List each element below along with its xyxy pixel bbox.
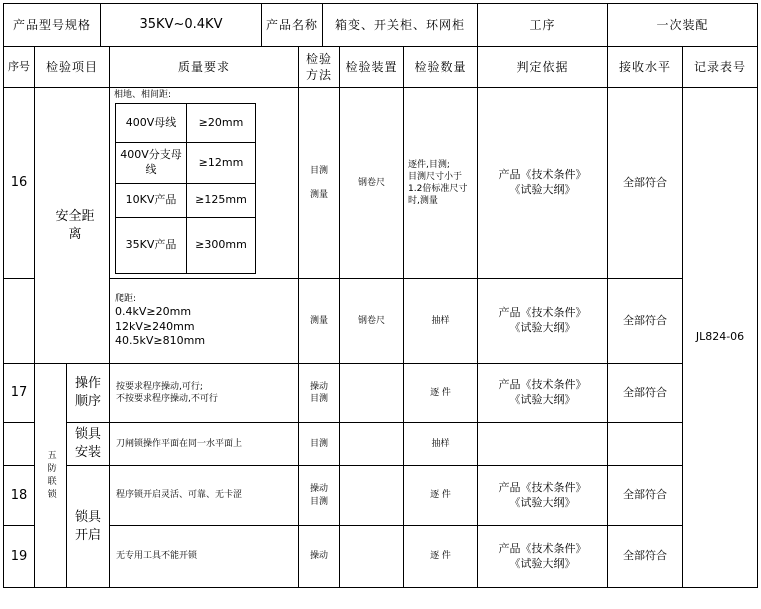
row17-quality: 按要求程序操动,可行; 不按要求程序操动,不可行	[116, 381, 218, 404]
creepage-line: 40.5kV≥810mm	[115, 334, 206, 348]
col-device: 检验装置	[345, 59, 398, 74]
process-value: 一次装配	[656, 17, 709, 32]
phase-distance-title: 相地、相间距:	[114, 89, 172, 100]
distance-label: 400V分支母线	[120, 148, 182, 176]
creepage-line: 12kV≥240mm	[115, 319, 195, 333]
row16-basis: 产品《技术条件》 《试验大纲》	[498, 168, 587, 196]
interlock-group: 五防联锁	[45, 449, 56, 502]
row16-method: 目测 测量	[309, 165, 328, 201]
creepage-basis: 产品《技术条件》 《试验大纲》	[498, 306, 587, 334]
distance-value: ≥12mm	[198, 155, 244, 169]
col-record: 记录表号	[693, 59, 746, 74]
col-basis: 判定依据	[516, 59, 569, 74]
row17-basis: 产品《技术条件》 《试验大纲》	[498, 378, 587, 406]
creepage-title: 爬距:	[115, 293, 137, 304]
distance-label: 35KV产品	[125, 238, 177, 252]
name-label: 产品名称	[265, 17, 318, 32]
row17-quantity: 逐 件	[430, 387, 451, 398]
row16-seq: 16	[10, 175, 28, 191]
row18-accept: 全部符合	[623, 488, 667, 502]
col-accept: 接收水平	[618, 59, 671, 74]
creepage-line: 0.4kV≥20mm	[115, 304, 192, 318]
row18-quantity: 逐 件	[430, 490, 451, 501]
row19-quantity: 逐 件	[430, 551, 451, 562]
distance-label: 400V母线	[125, 115, 177, 129]
model-label: 产品型号规格	[12, 17, 91, 32]
row19-quality: 无专用工具不能开锁	[116, 551, 198, 562]
lock-install-item: 锁具安装	[74, 427, 101, 460]
col-seq: 序号	[8, 59, 30, 73]
creepage-quantity: 抽样	[431, 315, 450, 326]
lock-install-quality: 刀闸锁操作平面在同一水平面上	[116, 438, 243, 449]
row19-method: 操动	[309, 551, 328, 562]
row16-accept: 全部符合	[623, 175, 667, 189]
distance-value: ≥300mm	[195, 238, 247, 252]
row17-seq: 17	[10, 385, 28, 401]
safety-item: 安全距离	[55, 208, 95, 242]
col-method: 检验方法	[305, 51, 332, 82]
creepage-method: 测量	[309, 315, 328, 326]
col-quality: 质量要求	[177, 59, 230, 74]
name-value: 箱变、开关柜、环网柜	[334, 17, 465, 32]
process-label: 工序	[529, 17, 556, 32]
lock-open-item: 锁具开启	[74, 509, 101, 543]
row17-item: 操作顺序	[74, 376, 101, 409]
row17-accept: 全部符合	[623, 385, 667, 399]
row18-method: 操动 目测	[309, 484, 328, 507]
col-quantity: 检验数量	[414, 59, 467, 74]
row19-basis: 产品《技术条件》 《试验大纲》	[498, 541, 587, 570]
creepage-device: 钢卷尺	[357, 315, 385, 326]
row17-method: 操动 目测	[309, 381, 328, 404]
row16-device: 钢卷尺	[357, 177, 385, 188]
lock-install-quantity: 抽样	[431, 438, 450, 449]
col-item: 检验项目	[45, 59, 98, 74]
row18-basis: 产品《技术条件》 《试验大纲》	[498, 480, 587, 509]
row18-seq: 18	[10, 487, 28, 503]
lock-install-method: 目测	[309, 438, 328, 449]
row19-accept: 全部符合	[623, 549, 667, 563]
model-value: 35KV~0.4KV	[139, 17, 223, 33]
distance-label: 10KV产品	[125, 193, 177, 207]
record-number: JL824-06	[695, 330, 745, 344]
distance-value: ≥20mm	[198, 115, 244, 129]
row19-seq: 19	[10, 548, 28, 564]
distance-value: ≥125mm	[195, 193, 247, 207]
creepage-accept: 全部符合	[623, 313, 667, 327]
creepage-requirement	[111, 282, 297, 360]
row16-quantity: 逐件,目测; 目测尺寸小于1.2倍标准尺寸时,测量	[408, 159, 468, 207]
row18-quality: 程序锁开启灵活、可靠、无卡涩	[116, 490, 243, 501]
